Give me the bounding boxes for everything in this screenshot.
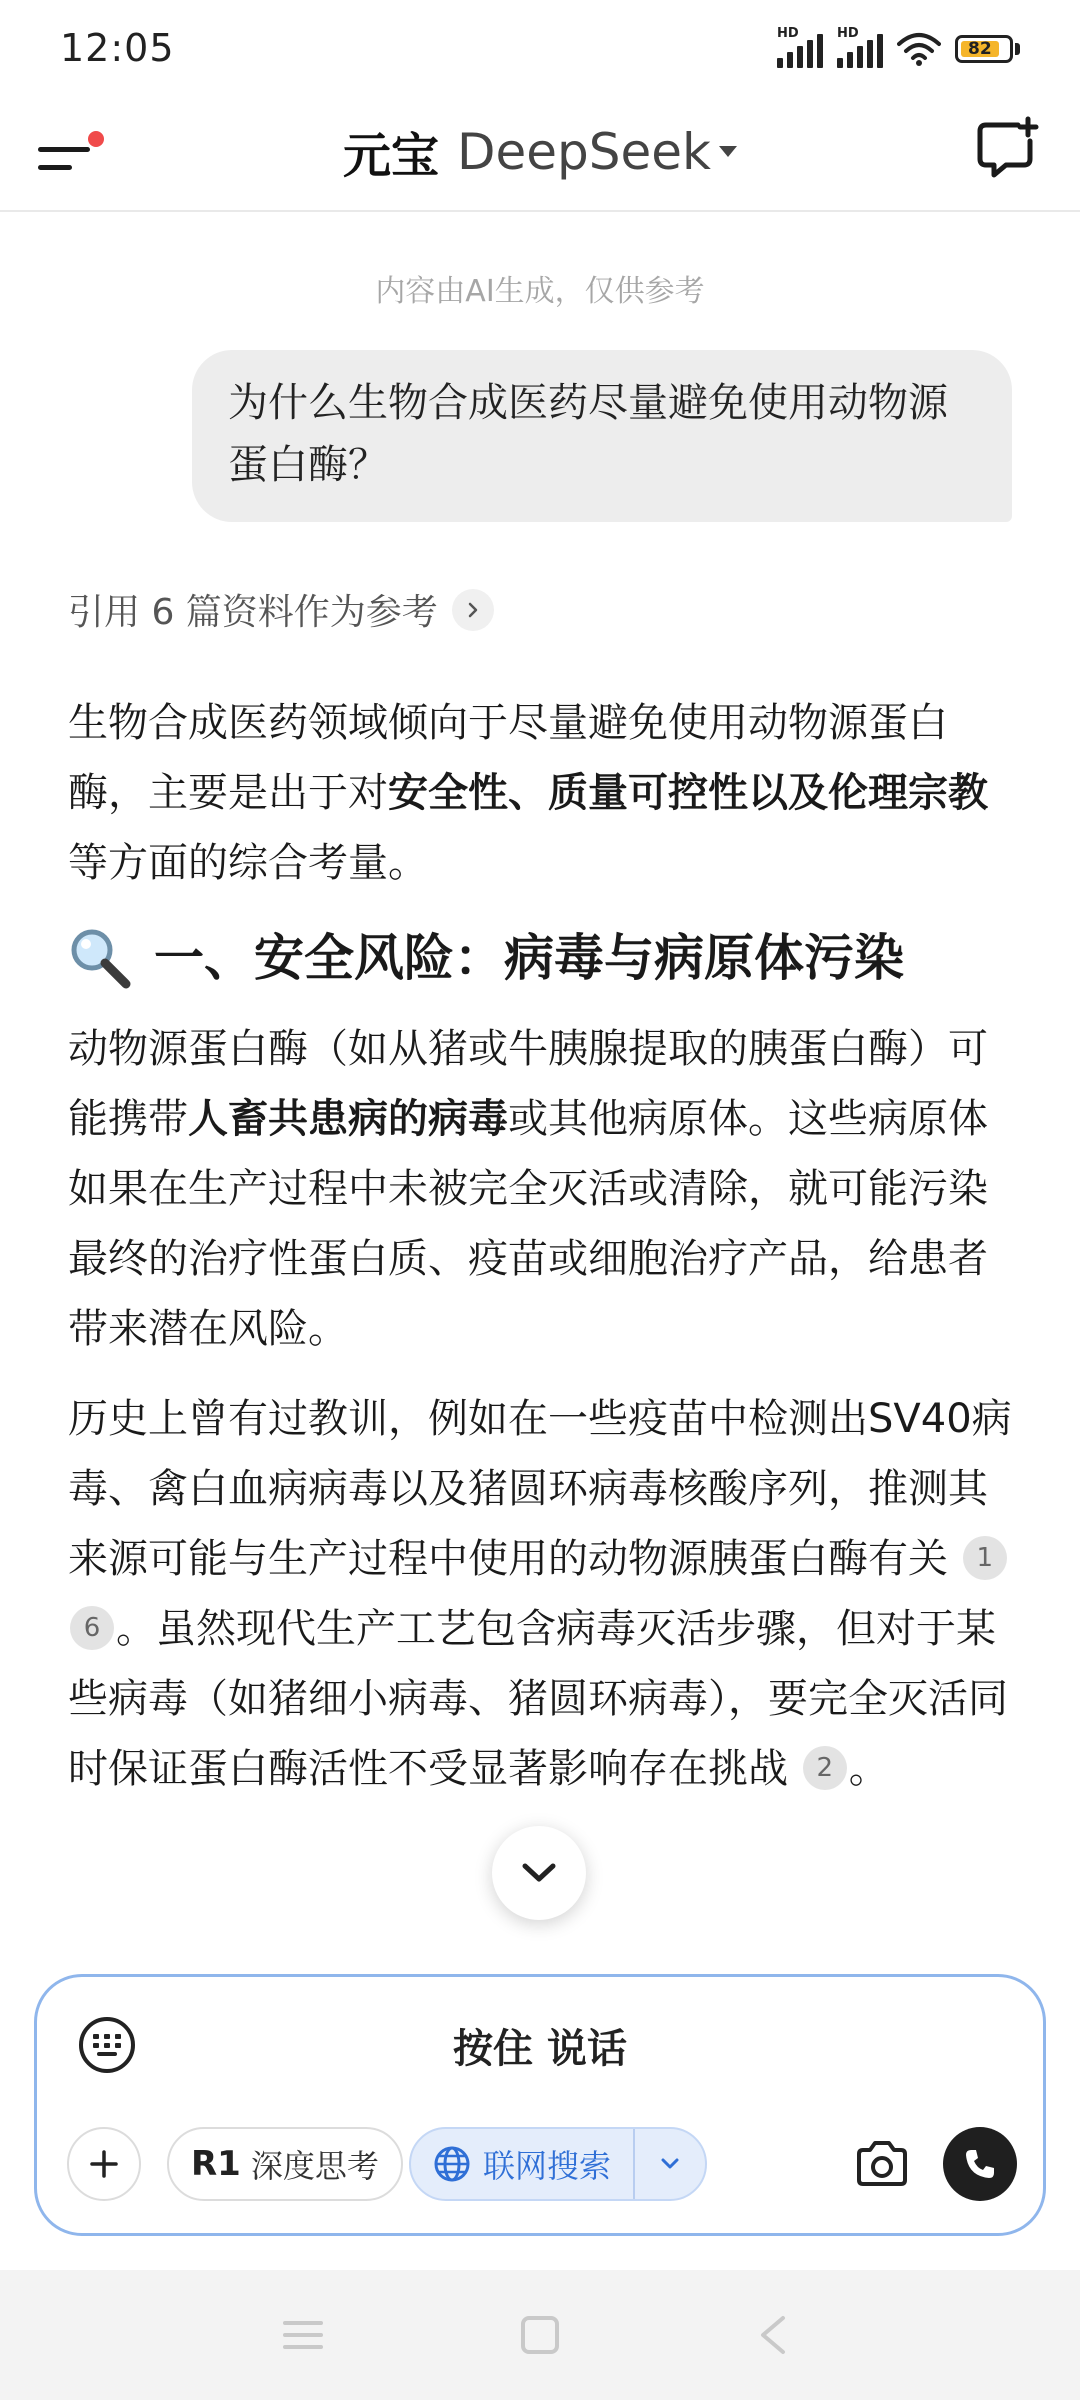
web-search-options-button[interactable]	[633, 2129, 705, 2199]
citation-badge[interactable]: 1	[963, 1536, 1007, 1580]
add-attachment-button[interactable]	[67, 2127, 141, 2201]
ai-disclaimer: 内容由AI生成，仅供参考	[375, 274, 705, 309]
chevron-down-icon	[719, 146, 737, 157]
voice-call-button[interactable]	[943, 2127, 1017, 2201]
wifi-icon	[897, 32, 941, 66]
hold-to-talk-button[interactable]: 按住 说话	[453, 2026, 627, 2072]
user-message[interactable]	[192, 350, 1012, 522]
model-name: DeepSeek	[457, 122, 711, 181]
bold-text: 安全性、质量可控性以及伦理宗教	[388, 770, 988, 816]
system-nav-bar	[0, 2270, 1080, 2400]
chevron-down-icon	[521, 1862, 557, 1884]
signal-icon	[777, 26, 823, 68]
web-search-button[interactable]	[411, 2129, 633, 2199]
deep-think-toggle[interactable]	[167, 2127, 403, 2201]
references-toggle[interactable]	[68, 584, 494, 635]
phone-icon	[962, 2146, 998, 2182]
answer-paragraph-2: 历史上曾有过教训，例如在一些疫苗中检测出SV40病毒、禽白血病病毒以及猪圆环病毒核酸序列，推测其来源可能与生产过程中使用的动物源胰蛋白酶有关 16 。虽然现代生产工艺包含病毒灭活步骤，但对于某些病毒（如猪细小病毒、猪圆环病毒），要完全灭活同时保证蛋白酶活性不受显著影响存在挑战 2 。	[68, 1396, 1012, 1792]
app-header	[0, 105, 1080, 212]
assistant-answer	[68, 688, 1018, 1824]
scroll-to-bottom-button[interactable]	[492, 1826, 586, 1920]
answer-intro: 生物合成医药领域倾向于尽量避免使用动物源蛋白酶，主要是出于对安全性、质量可控性以及伦理宗教等方面的综合考量。	[68, 700, 988, 886]
new-chat-icon[interactable]	[974, 115, 1040, 181]
citation-badge[interactable]: 2	[803, 1746, 847, 1790]
web-search-toggle[interactable]	[409, 2127, 707, 2201]
recents-icon[interactable]	[278, 2310, 328, 2360]
bold-text: 人畜共患病的病毒	[188, 1096, 508, 1142]
signal-hd-label: HD	[777, 26, 799, 41]
app-title: 元宝	[343, 128, 440, 184]
web-search-label: 联网搜索	[483, 2147, 612, 2185]
model-selector[interactable]	[0, 117, 1080, 186]
status-icons	[777, 26, 1020, 68]
chevron-right-icon	[452, 589, 494, 631]
battery-icon	[955, 35, 1020, 63]
home-icon[interactable]	[515, 2310, 565, 2360]
answer-paragraph-1: 动物源蛋白酶（如从猪或牛胰腺提取的胰蛋白酶）可能携带人畜共患病的病毒或其他病原体。这些病原体如果在生产过程中未被完全灭活或清除，就可能污染最终的治疗性蛋白质、疫苗或细胞治疗产品，给患者带来潜在风险。	[68, 1026, 988, 1352]
r1-label: R1	[191, 2144, 241, 2184]
battery-level: 82	[961, 41, 999, 57]
user-message-text: 为什么生物合成医药尽量避免使用动物源蛋白酶？	[228, 380, 948, 488]
input-panel	[34, 1974, 1046, 2236]
citation-badge[interactable]: 6	[70, 1606, 114, 1650]
magnifier-icon	[68, 926, 132, 990]
section-heading: 一、安全风险：病毒与病原体污染	[68, 918, 1018, 998]
signal-hd-label: HD	[837, 26, 859, 41]
plus-icon	[88, 2148, 120, 2180]
camera-button[interactable]	[845, 2127, 919, 2201]
signal-icon	[837, 26, 883, 68]
deep-think-label: 深度思考	[250, 2147, 379, 2185]
globe-icon	[433, 2145, 471, 2183]
references-label: 引用 6 篇资料作为参考	[68, 592, 438, 633]
camera-icon	[853, 2138, 911, 2190]
status-time: 12:05	[60, 26, 175, 70]
back-icon[interactable]	[748, 2310, 798, 2360]
chevron-down-icon	[660, 2157, 680, 2171]
